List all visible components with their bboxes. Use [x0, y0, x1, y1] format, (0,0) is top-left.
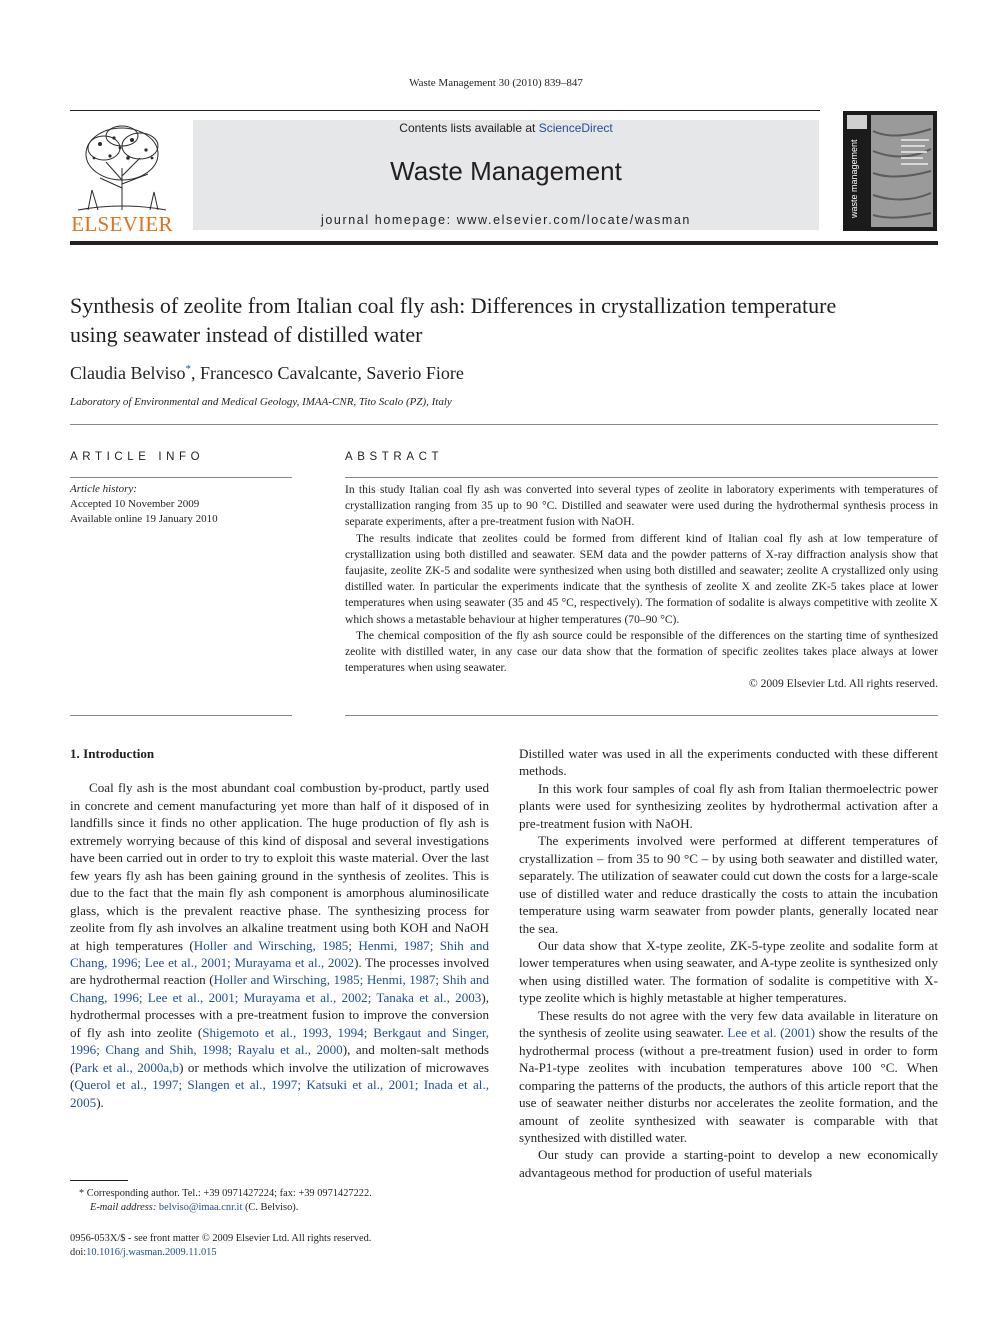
author-affiliation: Laboratory of Environmental and Medical Geology, IMAA-CNR, Tito Scalo (PZ), Italy: [70, 396, 452, 408]
contents-prefix: Contents lists available at: [399, 121, 539, 135]
journal-title: Waste Management: [390, 156, 622, 186]
issn-line: 0956-053X/$ - see front matter © 2009 Elsevier Ltd. All rights reserved.: [70, 1233, 372, 1244]
journal-masthead: [193, 120, 819, 230]
body-paragraph: The experiments involved were performed at different temperatures of crystallization – from 35 to 90 °C – by using both seawater and distilled water, separately. The utilization of seawater could cut down the costs for a large-scale use of distilled water and reduce drastically the costs to attain the incubation temperature using warm seawater from powder plants, generally located near the sea.: [519, 833, 938, 936]
body-paragraph: Distilled water was used in all the experiments conducted with these different methods.: [519, 746, 938, 779]
citation-link[interactable]: Holler and Wirsching, 1985; Henmi, 1987; Shih and Chang, 1996; Lee et al., 2001; Murayama et al., 2002: [70, 937, 489, 970]
online-date: Available online 19 January 2010: [70, 513, 218, 525]
doi-line: [70, 1246, 489, 1260]
body-text: ) or methods which involve the utilization of microwaves (: [70, 1059, 489, 1093]
body-left-column: [70, 745, 489, 1111]
masthead-top-rule: [70, 110, 820, 111]
corresponding-author-footnote: [70, 1187, 489, 1215]
abstract-paragraph: The results indicate that zeolites could be formed from different kind of Italian coal fly ash at low temperature of crystallization using both distilled and seawater. SEM data and the powder patterns of X-ray diffraction analysis show that faujasite, zeolite ZK-5 and sodalite were synthesized when using both distilled and seawater; zeolite A crystallized only using distilled water. In particular the experiments indicate that the synthesis of zeolite X and zeolite ZK-5 takes place at lower temperatures when using seawater (35 and 45 °C, respectively). The formation of sodalite is always competitive with zeolite X which shows a metastable behaviour at higher temperatures (70–90 °C).: [345, 531, 938, 626]
journal-citation: Waste Management 30 (2010) 839–847: [409, 77, 583, 89]
abstract-bottom-rule: [345, 715, 938, 716]
body-text: Coal fly ash is the most abundant coal combustion by-product, partly used in concrete and cement manufacturing yet more than half of it disposed of in landfills since it finds no other application. The huge production of fly ash is extremely worrying because of this kind of disposal and several investigations have been carried out in order to try to exploit this waste material. Over the last few years fly ash has been gaining ground in the synthesis of zeolites. This is due to the fact that the main fly ash component is amorphous aluminosilicate glass, which is the prevalent reactive phase. The synthesizing process for zeolite from fly ash involves an alkaline treatment using both KOH and NaOH at high temperatures (: [70, 780, 489, 953]
abstract-paragraph: The chemical composition of the fly ash source could be responsible of the differences on the starting time of synthesized zeolite with distilled water, in any case our data show that the formation of specific zeolites takes place always at lower temperatures when using seawater.: [345, 628, 938, 675]
citation-link[interactable]: Shigemoto et al., 1993, 1994; Berkgaut and Singer, 1996; Chang and Shih, 1998; Rayalu et al., 2000: [70, 1024, 489, 1058]
body-text: ), and molten-salt methods (: [70, 1042, 489, 1075]
cover-spine-title: waste management: [849, 139, 859, 219]
footnote-mark: *: [79, 1188, 85, 1199]
author-email-link[interactable]: belviso@imaa.cnr.it: [158, 1202, 243, 1213]
author-list: [70, 363, 464, 384]
copyright-line: © 2009 Elsevier Ltd. All rights reserved.: [748, 677, 938, 691]
doi-link[interactable]: 10.1016/j.wasman.2009.11.015: [86, 1247, 217, 1258]
body-paragraph: Our study can provide a starting-point to develop a new economically advantageous method for production of useful materials: [519, 1147, 938, 1180]
article-title: Synthesis of zeolite from Italian coal fly ash: Differences in crystallization temperature using seawater instead of distilled water: [70, 293, 837, 347]
footnote-email-line: [70, 1201, 489, 1215]
body-paragraph: [70, 779, 489, 1111]
citation-link[interactable]: Lee et al. (2001): [727, 1025, 816, 1041]
citation-link[interactable]: Querol et al., 1997; Slangen et al., 1997; Katsuki et al., 2001; Inada et al., 2005: [70, 1077, 489, 1110]
section-heading: 1. Introduction: [70, 746, 155, 761]
masthead-bottom-rule: [70, 241, 938, 245]
accepted-date: Accepted 10 November 2009: [70, 498, 200, 510]
front-matter: [70, 1232, 489, 1260]
abstract-heading: ABSTRACT: [345, 451, 444, 463]
abstract-top-rule: [345, 477, 938, 478]
contents-availability: [193, 121, 819, 135]
footnote-contact: [70, 1187, 489, 1201]
abstract-paragraph: In this study Italian coal fly ash was converted into several types of zeolite in laboratory experiments with temperatures of crystallization ranging from 35 up to 90 °C. Distilled and seawater were used during the hydrothermal synthesis process in separate experiments, after a pre-treatment fusion with NaOH.: [345, 483, 938, 529]
doi-label: doi:: [70, 1247, 87, 1258]
body-paragraph: Our data show that X-type zeolite, ZK-5-type zeolite and sodalite form at lower temperatures when using seawater, and A-type zeolite is synthesized only when using distilled water. The formation of sodalite is competitive with X-type zeolite which is highly metastable at higher temperatures.: [519, 937, 938, 1006]
corresponding-author-mark[interactable]: *: [185, 363, 191, 375]
author-name: Claudia Belviso: [70, 363, 186, 383]
body-text: These results do not agree with the very few data available in literature on the synthesis of zeolite using seawater.: [519, 1007, 938, 1041]
article-info-top-rule: [70, 477, 292, 478]
body-paragraph: [519, 1007, 938, 1147]
citation-link[interactable]: Holler and Wirsching, 1985; Henmi, 1987; Shih and Chang, 1996; Lee et al., 2001; Murayama et al., 2002; Tanaka et al., 2003: [70, 972, 489, 1005]
body-paragraph: In this work four samples of coal fly ash from Italian thermoelectric power plants were used for synthesizing zeolites by hydrothermal activation after a pre-treatment fusion with NaOH.: [519, 780, 938, 831]
body-right-column: [519, 745, 938, 1181]
article-info-bottom-rule: [70, 715, 292, 716]
citation-link[interactable]: Park et al., 2000a,b: [74, 1059, 180, 1075]
elsevier-wordmark: ELSEVIER: [71, 212, 173, 236]
journal-cover-image: [843, 111, 937, 231]
article-info-heading: ARTICLE INFO: [70, 451, 205, 463]
title-divider: [70, 424, 938, 425]
email-label: E-mail address:: [90, 1202, 157, 1213]
footnote-rule: [70, 1180, 128, 1181]
abstract-body: [345, 482, 938, 693]
article-history: [70, 482, 292, 527]
journal-homepage[interactable]: journal homepage: www.elsevier.com/locate/wasman: [320, 213, 691, 227]
co-author-names: , Francesco Cavalcante, Saverio Fiore: [191, 363, 464, 383]
body-text: ), hydrothermal processes with a pre-treatment fusion to improve the conversion of fly ash into zeolite (: [70, 989, 489, 1040]
footnote-phone: Corresponding author. Tel.: +39 0971427224; fax: +39 0971427222.: [84, 1188, 372, 1199]
body-text: show the results of the hydrothermal process (without a pre-treatment fusion) used in order to form Na-P1-type zeolites with incubation temperatures above 100 °C. When comparing the patterns of the products, the authors of this article report that the use of seawater neither disturbs nor accelerates the zeolite formation, and the amount of zeolite synthesized with seawater is comparable with that synthesized with distilled water.: [519, 1025, 938, 1145]
body-text: ). The processes involved are hydrothermal reaction (: [70, 954, 489, 988]
history-label: Article history:: [70, 483, 137, 495]
sciencedirect-link[interactable]: ScienceDirect: [538, 121, 613, 135]
body-text: ).: [96, 1094, 104, 1110]
email-suffix: (C. Belviso).: [242, 1202, 299, 1213]
